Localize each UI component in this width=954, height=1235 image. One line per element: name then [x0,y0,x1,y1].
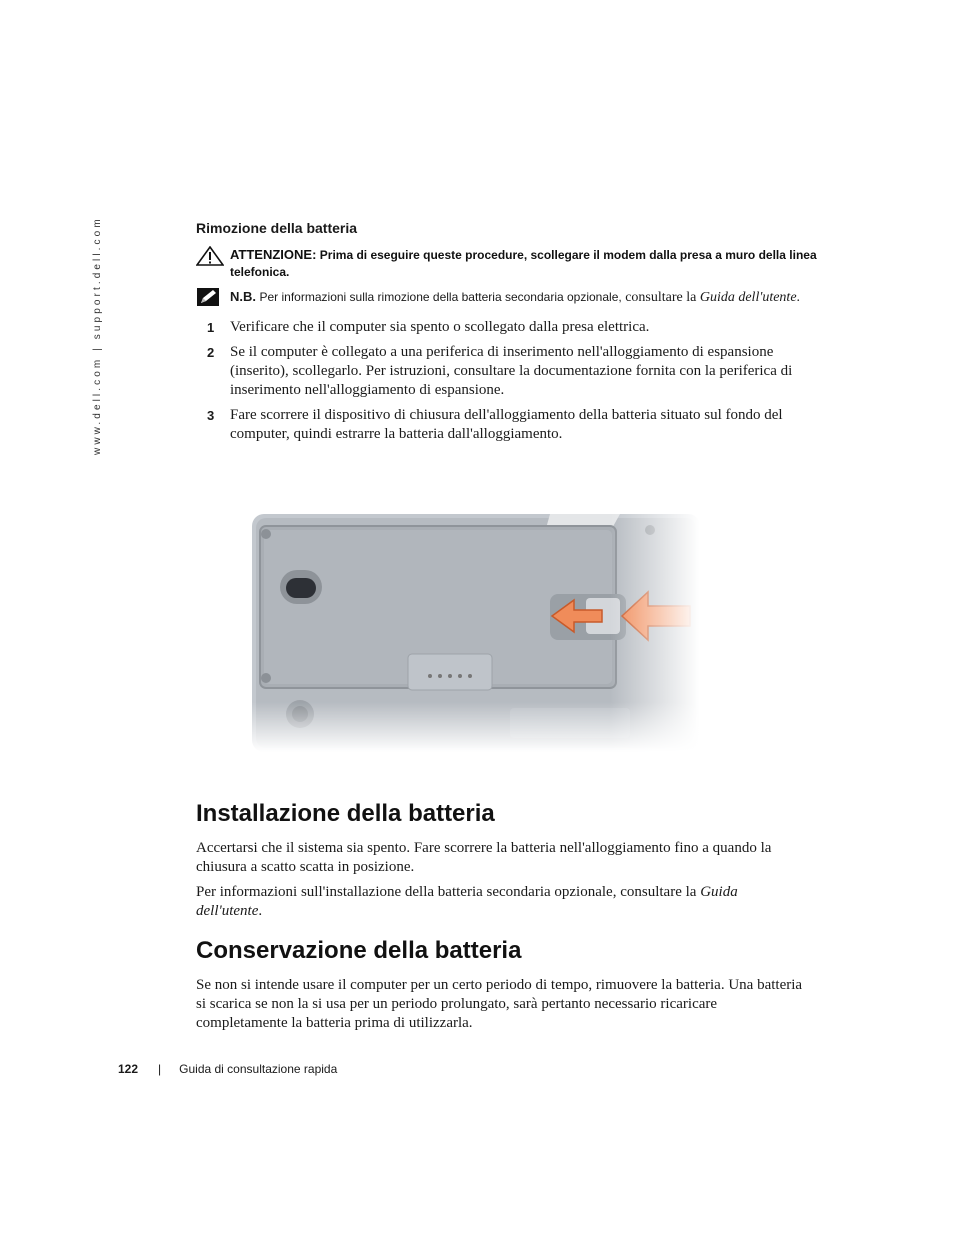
note-text: Per informazioni sulla rimozione della batteria secondaria opzionale, [259,290,622,304]
list-item [196,406,818,444]
sidebar-url: www.dell.com | support.dell.com [92,216,103,455]
battery-illustration [250,502,700,752]
note-guide-title: Guida dell'utente [699,290,797,305]
storage-paragraph: Se non si intende usare il computer per un certo periodo di tempo, rimuovere la batteria. Una batteria si scarica se non la si usa per un periodo prolungato, sarà pertanto necessario ricaricare completamente la batteria prima di utilizzarla. [196,977,803,1031]
content-section-removal [196,220,818,450]
section-heading-storage: Conservazione della batteria [196,937,522,964]
caution-text: Prima di eseguire queste procedure, scollegare il modem dalla presa a muro della linea telefonica. [230,248,817,279]
step-number: 2 [207,345,215,360]
caution-notice [196,246,818,281]
installation-note-end: . [258,903,263,919]
note-end: . [796,290,801,305]
installation-paragraph: Accertarsi che il sistema sia spento. Fare scorrere la batteria nell'alloggiamento fino a quando la chiusura a scatto scatta in posizione. [196,840,772,875]
page-number: 122 [118,1062,139,1076]
step-number: 1 [207,320,215,335]
installation-note-paragraph [196,883,806,921]
page-footer [118,1062,337,1076]
section-heading-removal: Rimozione della batteria [196,220,358,236]
caution-label: ATTENZIONE: [230,247,317,262]
note-notice [196,287,818,312]
note-label: N.B. [230,289,256,304]
section-heading-installation: Installazione della batteria [196,800,495,827]
installation-note-text: Per informazioni sull'installazione della batteria secondaria opzionale, consultare la [196,884,697,900]
installation-guide-title: Guida dell'utente [196,884,738,919]
removal-steps [196,318,818,444]
list-item [196,318,818,337]
step-text: Verificare che il computer sia spento o scollegato dalla presa elettrica. [230,319,650,335]
step-text: Se il computer è collegato a una periferica di inserimento nell'alloggiamento di espansione (inserito), scollegarlo. Per istruzioni, consultare la documentazione fornita con la periferica di inserimento nell'alloggiamento di espansione. [230,344,793,398]
footer-separator: | [158,1062,162,1076]
list-item [196,343,818,400]
step-number: 3 [207,408,215,423]
note-pencil-icon [196,287,230,312]
footer-title: Guida di consultazione rapida [179,1062,338,1076]
step-text: Fare scorrere il dispositivo di chiusura dell'alloggiamento della batteria situato sul fondo del computer, quindi estrarre la batteria dall'alloggiamento. [230,407,783,442]
note-text-serif: consultare la [625,290,697,305]
warning-triangle-icon [196,246,230,271]
